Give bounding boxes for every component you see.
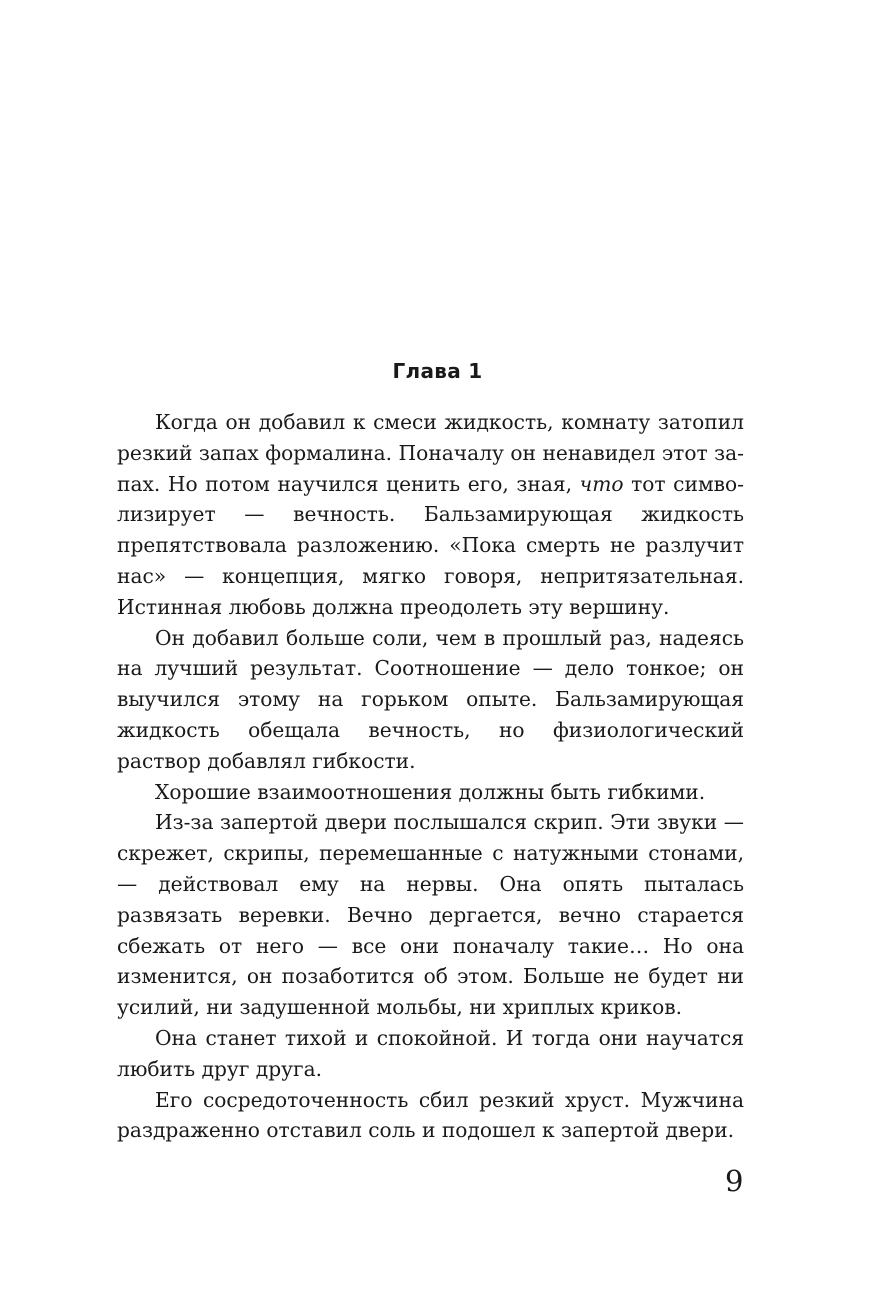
paragraph-3: Хорошие взаимоотношения должны быть гибкими. xyxy=(155,779,706,804)
paragraph-1 xyxy=(117,407,744,623)
paragraph-2: Он добавил больше соли, чем в прошлый раз, надеясь на лучший результат. Соотношение — дело тонкое; он выучился этому на горьком опыте. Бальзамирующая жидкость обещала вечность, но физиологический раствор добавлял гибкости. xyxy=(117,625,744,773)
page-number: 9 xyxy=(725,1164,744,1198)
paragraph-1-emphasis: что xyxy=(579,471,624,496)
chapter-title: Глава 1 xyxy=(392,359,483,383)
paragraph-6: Его сосредоточенность сбил резкий хруст. Мужчина раздраженно отставил соль и подошел к запертой двери. xyxy=(117,1087,744,1143)
paragraph-1-text-start: Когда он добавил к смеси жидкость, комнату затопил резкий запах формалина. Поначалу он ненавидел этот запах. Но потом научился ценить его, зная, xyxy=(117,410,744,496)
paragraph-5: Она станет тихой и спокойной. И тогда они научатся любить друг друга. xyxy=(117,1025,744,1081)
paragraph-1-text-end: тот символизирует — вечность. Бальзамирующая жидкость препятствовала разложению. «Пока смерть не разлучит нас» — концепция, мягко говоря, непритязательная. Истинная любовь должна преодолеть эту вершину. xyxy=(117,471,744,619)
paragraph-4: Из-за запертой двери послышался скрип. Эти звуки — скрежет, скрипы, перемешанные с натужными стонами, — действовал ему на нервы. Она опять пыталась развязать веревки. Вечно дергается, вечно старается сбежать от него — все они поначалу такие… Но она изменится, он позаботится об этом. Больше не будет ни усилий, ни задушенной мольбы, ни хриплых криков. xyxy=(117,810,744,1020)
chapter-body xyxy=(117,407,744,1146)
